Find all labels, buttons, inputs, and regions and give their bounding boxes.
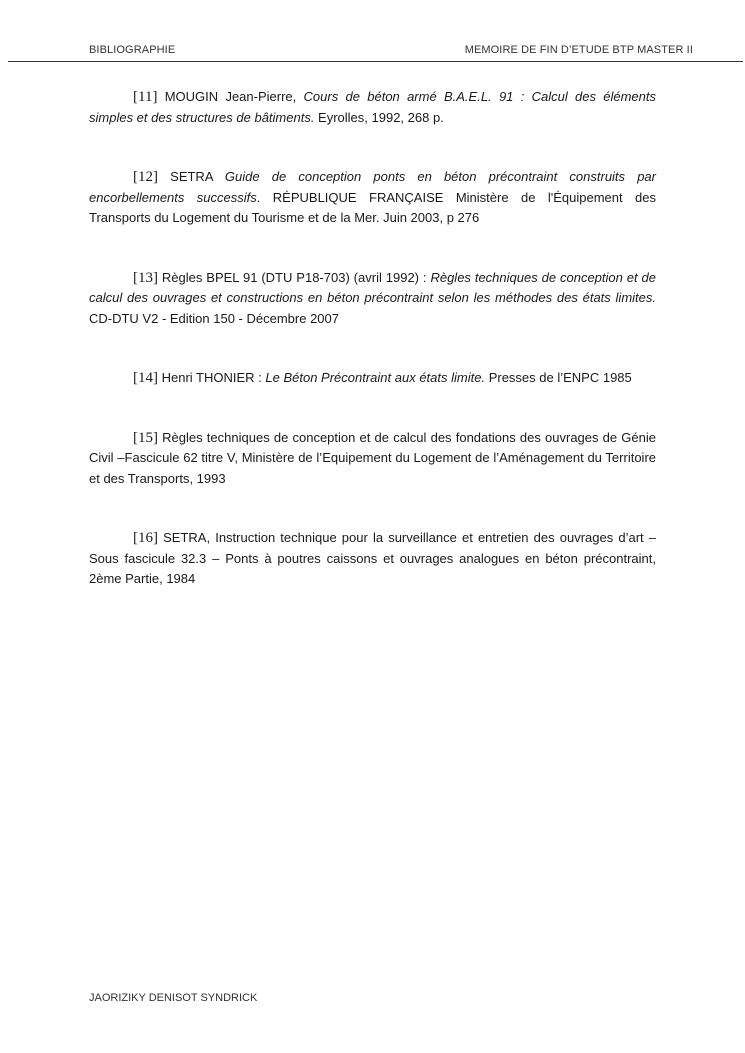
reference-details: Eyrolles, 1992, 268 p.: [314, 109, 444, 125]
bibliography-list: [89, 87, 656, 629]
reference-author: SETRA: [158, 169, 225, 184]
reference-item: [89, 87, 656, 128]
reference-title: Cours de béton armé B.A.E.L. 91 : Calcul des éléments simples et des structures de bâtiments.: [89, 89, 656, 125]
page-footer-author: JAORIZIKY DENISOT SYNDRICK: [89, 992, 258, 1004]
header-divider: [8, 61, 743, 62]
reference-author: MOUGIN Jean-Pierre,: [157, 89, 304, 104]
header-section-title: BIBLIOGRAPHIE: [89, 44, 176, 56]
reference-number: [12]: [133, 169, 158, 185]
reference-number: [16]: [133, 530, 158, 546]
header-document-title: MEMOIRE DE FIN D’ETUDE BTP MASTER II: [464, 44, 693, 56]
reference-title: Règles techniques de conception et de calcul des ouvrages et constructions en béton précontraint selon les méthodes des états limites.: [89, 269, 657, 305]
reference-item: [89, 528, 656, 590]
reference-number: [14]: [133, 370, 158, 386]
reference-number: [15]: [133, 429, 158, 446]
reference-details: . RÉPUBLIQUE FRANÇAISE Ministère de l'Équipement des Transports du Logement du Tourisme et de la Mer. Juin 2003, p 276: [89, 189, 656, 225]
reference-details: Presses de l’ENPC 1985: [485, 370, 632, 385]
reference-title: Le Béton Précontraint aux états limite.: [265, 370, 486, 385]
reference-text: Règles techniques de conception et de calcul des fondations des ouvrages de Génie Civil –Fascicule 62 titre V, Ministère de l’Equipement du Logement de l’Aménagement du Territoire et des Transports, 1993: [89, 429, 656, 486]
reference-item: [89, 428, 656, 490]
reference-number: [13]: [133, 269, 158, 286]
reference-number: [11]: [133, 89, 158, 105]
reference-author: Henri THONIER :: [158, 370, 266, 385]
reference-details: CD-DTU V2 - Edition 150 - Décembre 2007: [89, 310, 339, 326]
reference-title: Guide de conception ponts en béton précontraint construits par encorbellements successifs: [89, 169, 656, 205]
reference-item: [89, 368, 656, 389]
reference-author: Règles BPEL 91 (DTU P18-703) (avril 1992) :: [158, 269, 431, 285]
reference-item: [89, 268, 656, 330]
reference-text: SETRA, Instruction technique pour la surveillance et entretien des ouvrages d’art – Sous fascicule 32.3 – Ponts à poutres caissons et ouvrages analogues en béton précontraint, 2ème Partie, 1984: [89, 530, 656, 586]
reference-item: [89, 167, 656, 229]
page-header: [89, 44, 693, 60]
